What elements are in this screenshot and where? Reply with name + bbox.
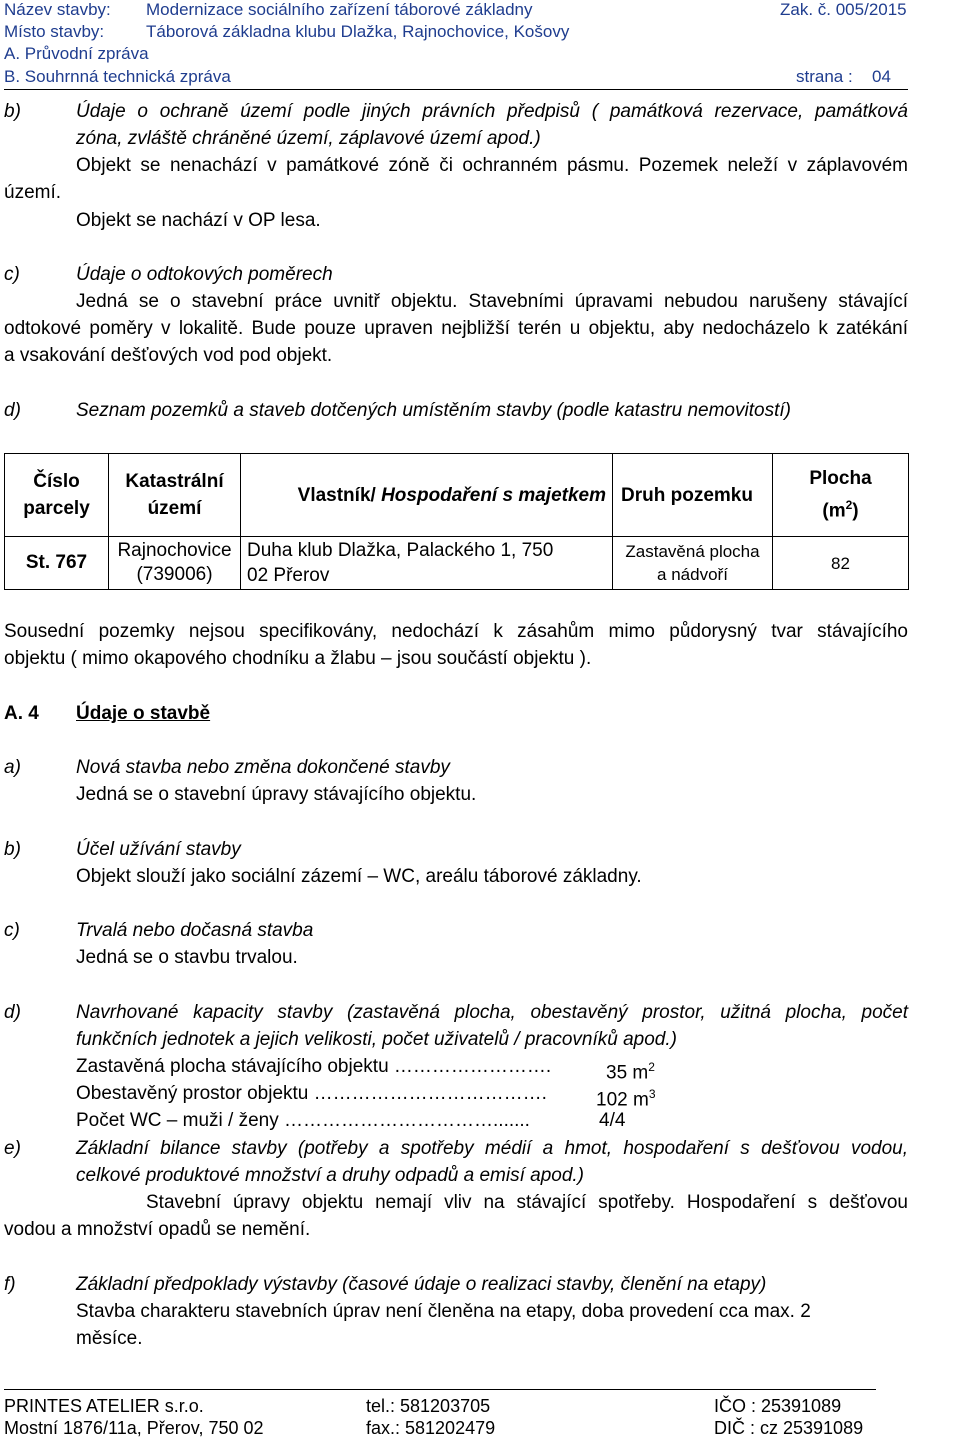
sec-c-letter: c) bbox=[4, 264, 20, 285]
parcel-table bbox=[4, 453, 909, 590]
a4d-row2-label: Obestavěný prostor objektu ………………………………. bbox=[76, 1083, 547, 1104]
a4d-letter: d) bbox=[4, 1002, 21, 1023]
a4f-letter: f) bbox=[4, 1274, 16, 1295]
a4f-line2: měsíce. bbox=[76, 1328, 143, 1349]
a4e-line1: Stavební úpravy objektu nemají vliv na stávající spotřeby. Hospodaření s dešťovou bbox=[146, 1192, 908, 1213]
sec-c-line3: a vsakování dešťových vod pod objekt. bbox=[4, 345, 333, 366]
sec-c-line1: Jedná se o stavební práce uvnitř objektu. Stavebními úpravami nebudou narušeny stávající bbox=[76, 291, 908, 312]
a4e-title-line1: Základní bilance stavby (potřeby a spotřeby médií a hmot, hospodaření s dešťovou vodou, bbox=[76, 1138, 908, 1159]
a4d-title-line2: funkčních jednotek a jejich velikosti, počet uživatelů / pracovníků apod.) bbox=[76, 1029, 677, 1050]
footer-divider bbox=[4, 1389, 876, 1390]
a4d-row1-label: Zastavěná plocha stávajícího objektu ……………………. bbox=[76, 1056, 552, 1077]
header-nazev-value: Modernizace sociálního zařízení táborové základny bbox=[146, 0, 533, 19]
header-page-number: 04 bbox=[872, 67, 891, 86]
header-part-a: A. Průvodní zpráva bbox=[4, 44, 149, 63]
footer-ico: IČO : 25391089 bbox=[714, 1396, 842, 1416]
sec-b-title-line1: Údaje o ochraně území podle jiných právních předpisů ( památková rezervace, památková bbox=[76, 101, 908, 122]
col-header-owner: Vlastník/ Hospodaření s majetkem bbox=[241, 454, 613, 537]
cell-katastr: Rajnochovice (739006) bbox=[109, 537, 241, 590]
a4d-title-line1: Navrhované kapacity stavby (zastavěná plocha, obestavěný prostor, užitná plocha, počet bbox=[76, 1002, 908, 1023]
a4c-letter: c) bbox=[4, 920, 20, 941]
header-nazev-label: Název stavby: bbox=[4, 0, 111, 19]
a4d-row3-value: 4/4 bbox=[599, 1110, 626, 1131]
a4c-text: Jedná se o stavbu trvalou. bbox=[76, 947, 298, 968]
neighbors-line1: Sousední pozemky nejsou specifikovány, nedochází k zásahům mimo půdorysný tvar stávajícího bbox=[4, 621, 908, 642]
footer-dic: DIČ : cz 25391089 bbox=[714, 1418, 864, 1438]
a4c-title: Trvalá nebo dočasná stavba bbox=[76, 920, 314, 941]
col-header-katastr: Katastrální území bbox=[109, 454, 241, 537]
sec-b-text-forest: Objekt se nachází v OP lesa. bbox=[76, 210, 321, 231]
a4b-letter: b) bbox=[4, 839, 21, 860]
a4d-row2-value: 102 $m^3$ bbox=[596, 1087, 656, 1111]
sec-c-line2: odtokové poměry v lokalitě. Bude pouze upraven nejbližší terén u objektu, aby nedocházelo k zatékání bbox=[4, 318, 908, 339]
sec-b-text-line2: území. bbox=[4, 182, 62, 203]
header-misto-label: Místo stavby: bbox=[4, 22, 105, 41]
sec-b-text-line1: Objekt se nenachází v památkové zóně či ochranném pásmu. Pozemek neleží v záplavovém bbox=[76, 155, 908, 176]
col-header-druh: Druh pozemku bbox=[613, 454, 773, 537]
header-misto-value: Táborová základna klubu Dlažka, Rajnochovice, Košovy bbox=[146, 22, 570, 41]
a4b-title: Účel užívání stavby bbox=[76, 839, 241, 860]
neighbors-line2: objektu ( mimo okapového chodníku a žlabu – jsou součástí objektu ). bbox=[4, 648, 592, 669]
header-page-label: strana : bbox=[796, 67, 853, 86]
header-zakazka: Zak. č. 005/2015 bbox=[780, 0, 907, 19]
sec-b-letter: b) bbox=[4, 101, 21, 122]
a4b-text: Objekt slouží jako sociální zázemí – WC, areálu táborové základny. bbox=[76, 866, 642, 887]
parcel-table-header bbox=[5, 454, 909, 537]
a4d-row1-value: 35 $m^2$ bbox=[606, 1060, 655, 1084]
a4a-text: Jedná se o stavební úpravy stávajícího objektu. bbox=[76, 784, 477, 805]
col-header-plocha: Plocha $(m^2)$ bbox=[773, 454, 909, 537]
footer-address: Mostní 1876/11a, Přerov, 750 02 bbox=[4, 1418, 264, 1438]
cell-plocha: 82 bbox=[773, 537, 909, 590]
a4f-line1: Stavba charakteru stavebních úprav není členěna na etapy, doba provedení cca max. 2 bbox=[76, 1301, 811, 1322]
header-part-b: B. Souhrnná technická zpráva bbox=[4, 67, 231, 86]
a4-number: A. 4 bbox=[4, 703, 39, 724]
footer-fax: fax.: 581202479 bbox=[366, 1418, 496, 1438]
footer-tel: tel.: 581203705 bbox=[366, 1396, 491, 1416]
sec-c-title: Údaje o odtokových poměrech bbox=[76, 264, 333, 285]
a4d-row3-label: Počet WC – muži / ženy ……………………………....... bbox=[76, 1110, 530, 1131]
a4e-letter: e) bbox=[4, 1138, 21, 1159]
a4a-letter: a) bbox=[4, 757, 21, 778]
table-row bbox=[5, 537, 909, 590]
a4e-line2: vodou a množství opadů se nemění. bbox=[4, 1219, 311, 1240]
col-header-parcela: Číslo parcely bbox=[5, 454, 109, 537]
cell-druh: Zastavěná plocha a nádvoří bbox=[613, 537, 773, 590]
footer-company: PRINTES ATELIER s.r.o. bbox=[4, 1396, 204, 1416]
cell-parcela: St. 767 bbox=[5, 537, 109, 590]
cell-owner: Duha klub Dlažka, Palackého 1, 750 02 Přerov bbox=[241, 537, 613, 590]
sec-b-title-line2: zóna, zvláště chráněné území, záplavové území apod.) bbox=[76, 128, 541, 149]
sec-d-title: Seznam pozemků a staveb dotčených umístěním stavby (podle katastru nemovitostí) bbox=[76, 400, 791, 421]
header-divider bbox=[4, 89, 908, 90]
a4f-title: Základní předpoklady výstavby (časové údaje o realizaci stavby, členění na etapy) bbox=[76, 1274, 767, 1295]
a4e-title-line2: celkové produktové množství a druhy odpadů a emisí apod.) bbox=[76, 1165, 585, 1186]
sec-d-letter: d) bbox=[4, 400, 21, 421]
a4a-title: Nová stavba nebo změna dokončené stavby bbox=[76, 757, 450, 778]
a4-title: Údaje o stavbě bbox=[76, 703, 211, 724]
